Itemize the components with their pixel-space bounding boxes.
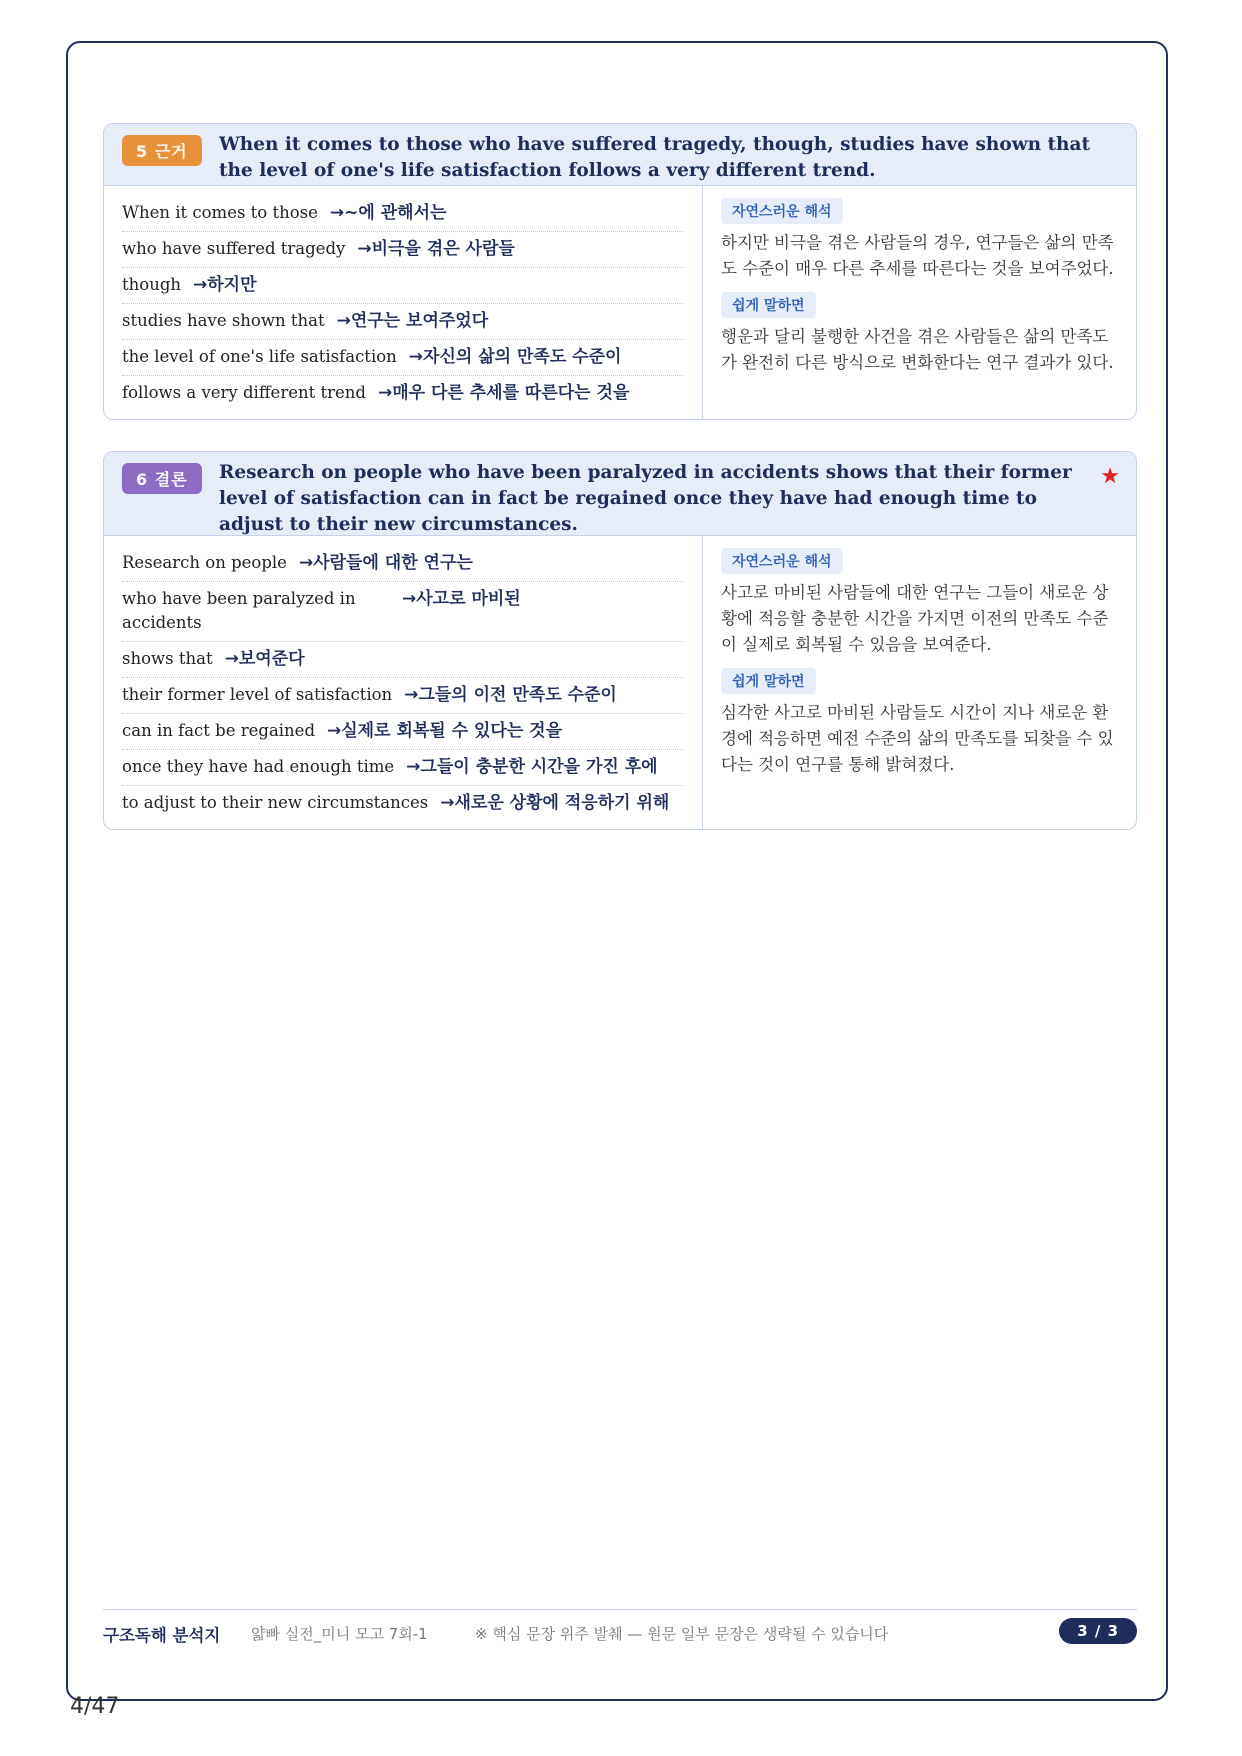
- chunk-korean: →사고로 마비된: [402, 589, 521, 609]
- chunk-english: to adjust to their new circumstances: [122, 793, 429, 812]
- easy-explanation-text: 행운과 달리 불행한 사건을 겪은 사람들은 삶의 만족도가 완전히 다른 방식으로 변화한다는 연구 결과가 있다.: [721, 327, 1114, 372]
- natural-translation-text: 사고로 마비된 사람들에 대한 연구는 그들이 새로운 상황에 적응할 충분한 시간을 가지면 이전의 만족도 수준이 실제로 회복될 수 있음을 보여준다.: [721, 583, 1109, 654]
- chunk-english: can in fact be regained: [122, 721, 316, 740]
- chunk-korean: →그들이 충분한 시간을 가진 후에: [406, 757, 658, 777]
- chunk-korean: →그들의 이전 만족도 수준이: [404, 685, 617, 705]
- chunk-row: [122, 786, 684, 821]
- chunk-korean: →연구는 보여주었다: [336, 311, 489, 331]
- block-header: [104, 124, 1136, 186]
- natural-translation-label: 자연스러운 해석: [721, 548, 843, 574]
- section-badge: 5 근거: [122, 135, 202, 166]
- chunk-english: once they have had enough time: [122, 757, 395, 776]
- chunk-row: [122, 546, 684, 582]
- chunk-row: [122, 678, 684, 714]
- chunk-korean: →사람들에 대한 연구는: [298, 553, 473, 573]
- chunk-row: [122, 232, 684, 268]
- page-number-badge: 3 / 3: [1059, 1618, 1137, 1644]
- chunk-korean: →보여준다: [224, 649, 305, 669]
- chunk-row: [122, 642, 684, 678]
- sentence-block-5: [103, 123, 1137, 420]
- chunk-row: [122, 268, 684, 304]
- chunk-row: [122, 376, 684, 411]
- chunk-english: their former level of satisfaction: [122, 685, 393, 704]
- chunk-korean: →자신의 삶의 만족도 수준이: [408, 347, 622, 367]
- natural-translation-text: 하지만 비극을 겪은 사람들의 경우, 연구들은 삶의 만족도 수준이 매우 다른 추세를 따른다는 것을 보여주었다.: [721, 233, 1114, 278]
- chunk-row: [122, 304, 684, 340]
- chunk-english: follows a very different trend: [122, 383, 366, 402]
- chunk-korean: →실제로 회복될 수 있다는 것을: [327, 721, 562, 741]
- section-badge: 6 결론: [122, 463, 202, 494]
- easy-explanation-label: 쉽게 말하면: [721, 292, 816, 318]
- chunk-english: shows that: [122, 649, 213, 668]
- chunk-english: though: [122, 275, 182, 294]
- document-page-counter: 4/47: [70, 1694, 120, 1719]
- star-icon: ★: [1100, 464, 1120, 489]
- easy-explanation-text: 심각한 사고로 마비된 사람들도 시간이 지나 새로운 환경에 적응하면 예전 수준의 삶의 만족도를 되찾을 수 있다는 것이 연구를 통해 밝혀졌다.: [721, 703, 1114, 774]
- chunk-korean: →매우 다른 추세를 따른다는 것을: [377, 383, 630, 403]
- sentence-block-6: [103, 451, 1137, 830]
- block-body: [104, 186, 1136, 419]
- block-body: [104, 536, 1136, 829]
- chunk-english: studies have shown that: [122, 311, 325, 330]
- chunk-row: [122, 750, 684, 786]
- sentence-text: When it comes to those who have suffered tragedy, though, studies have shown that the level of one's life satisfaction follows a very different trend.: [219, 134, 1091, 181]
- chunk-row: [122, 582, 684, 642]
- chunk-row: [122, 340, 684, 376]
- page-footer: [103, 1609, 1137, 1649]
- translation-panel: [703, 186, 1136, 419]
- easy-explanation-label: 쉽게 말하면: [721, 668, 816, 694]
- chunk-english: who have suffered tragedy: [122, 239, 346, 258]
- chunk-english: Research on people: [122, 553, 287, 572]
- chunk-english: who have been paralyzed in accidents: [122, 589, 356, 632]
- chunk-list: [104, 536, 703, 829]
- chunk-english: the level of one's life satisfaction: [122, 347, 397, 366]
- natural-translation-label: 자연스러운 해석: [721, 198, 843, 224]
- chunk-korean: →비극을 겪은 사람들: [357, 239, 515, 259]
- chunk-list: [104, 186, 703, 419]
- footer-note: ※ 핵심 문장 위주 발췌 — 원문 일부 문장은 생략될 수 있습니다: [475, 1625, 889, 1643]
- block-header: [104, 452, 1136, 536]
- sentence-text: Research on people who have been paralyzed in accidents shows that their former level of satisfaction can in fact be regained once they have had enough time to adjust to their new circumstances.: [219, 462, 1072, 535]
- footer-subtitle: 얇빠 실전_미니 모고 7회-1: [251, 1625, 428, 1643]
- chunk-korean: →새로운 상황에 적응하기 위해: [440, 793, 670, 813]
- chunk-korean: →~에 관해서는: [329, 203, 447, 223]
- chunk-english: When it comes to those: [122, 203, 318, 222]
- translation-panel: [703, 536, 1136, 829]
- chunk-row: [122, 196, 684, 232]
- chunk-korean: →하지만: [193, 275, 257, 295]
- chunk-row: [122, 714, 684, 750]
- footer-title: 구조독해 분석지: [103, 1626, 221, 1645]
